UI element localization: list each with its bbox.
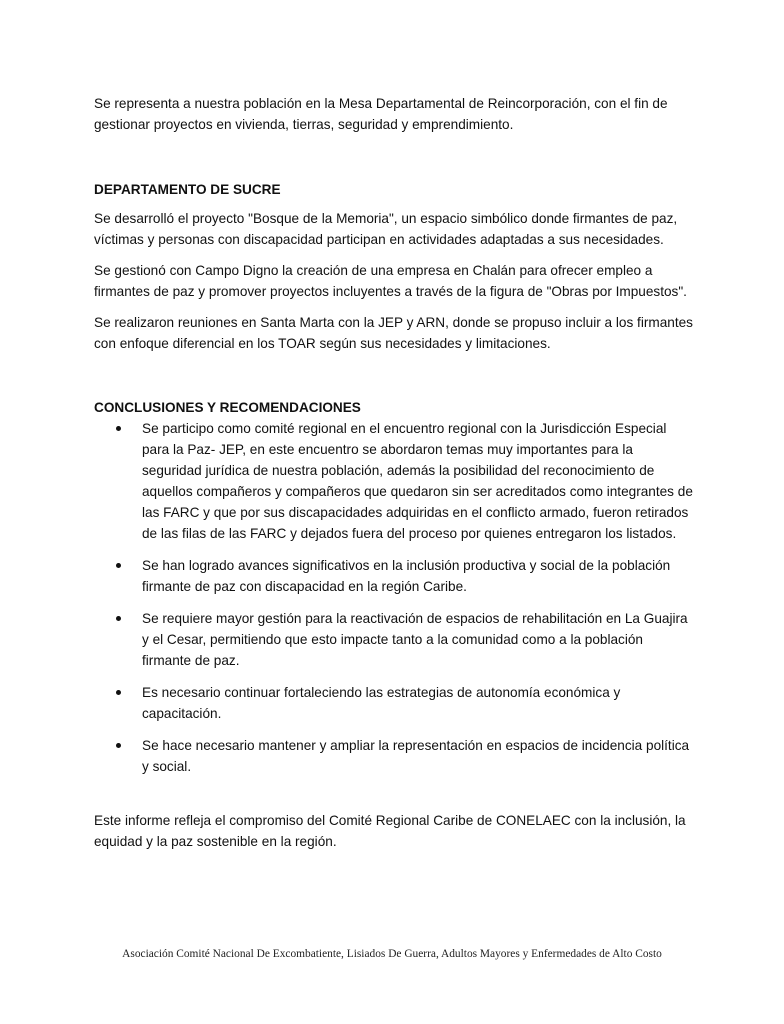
list-item-text: Es necesario continuar fortaleciendo las estrategias de autonomía económica y capacitación. [142, 685, 621, 721]
sucre-paragraph-2: Se gestionó con Campo Digno la creación de una empresa en Chalán para ofrecer empleo a firmantes de paz y promover proyectos incluyentes a través de la figura de "Obras por Impuestos". [94, 263, 687, 299]
list-item [94, 418, 694, 544]
list-item [94, 555, 694, 597]
intro-paragraph: Se representa a nuestra población en la Mesa Departamental de Reincorporación, con el fin de gestionar proyectos en vivienda, tierras, seguridad y emprendimiento. [94, 96, 668, 132]
bullet-icon [116, 690, 121, 695]
conclusions-heading: CONCLUSIONES Y RECOMENDACIONES [94, 400, 361, 415]
bullet-icon [116, 563, 121, 568]
list-item-text: Se requiere mayor gestión para la reactivación de espacios de rehabilitación en La Guajira y el Cesar, permitiendo que esto impacte tanto a la comunidad como a la población firmante de paz. [142, 611, 688, 668]
bullet-icon [116, 743, 121, 748]
list-item-text: Se han logrado avances significativos en la inclusión productiva y social de la población firmante de paz con discapacidad en la región Caribe. [142, 558, 671, 594]
sucre-heading: DEPARTAMENTO DE SUCRE [94, 182, 281, 197]
sucre-paragraph-3: Se realizaron reuniones en Santa Marta con la JEP y ARN, donde se propuso incluir a los firmantes con enfoque diferencial en los TOAR según sus necesidades y limitaciones. [94, 315, 693, 351]
sucre-paragraph-1: Se desarrolló el proyecto "Bosque de la Memoria", un espacio simbólico donde firmantes de paz, víctimas y personas con discapacidad participan en actividades adaptadas a sus necesidades. [94, 211, 678, 247]
closing-paragraph: Este informe refleja el compromiso del Comité Regional Caribe de CONELAEC con la inclusión, la equidad y la paz sostenible en la región. [94, 813, 686, 849]
conclusions-list [94, 418, 694, 777]
list-item-text: Se hace necesario mantener y ampliar la representación en espacios de incidencia política y social. [142, 738, 690, 774]
document-body [94, 93, 694, 852]
list-item [94, 682, 694, 724]
list-item [94, 735, 694, 777]
list-item-text: Se participo como comité regional en el encuentro regional con la Jurisdicción Especial para la Paz- JEP, en este encuentro se abordaron temas muy importantes para la seguridad jurídica de nuestra población, además la posibilidad del reconocimiento de aquellos compañeros y compañeros que quedaron sin ser acreditados como integrantes de las FARC y que por sus discapacidades adquiridas en el conflicto armado, fueron retirados de las filas de las FARC y dejados fuera del proceso por quienes entregaron los listados. [142, 421, 693, 541]
page-footer: Asociación Comité Nacional De Excombatiente, Lisiados De Guerra, Adultos Mayores y Enfermedades de Alto Costo [122, 948, 662, 960]
bullet-icon [116, 426, 121, 431]
bullet-icon [116, 616, 121, 621]
list-item [94, 608, 694, 671]
